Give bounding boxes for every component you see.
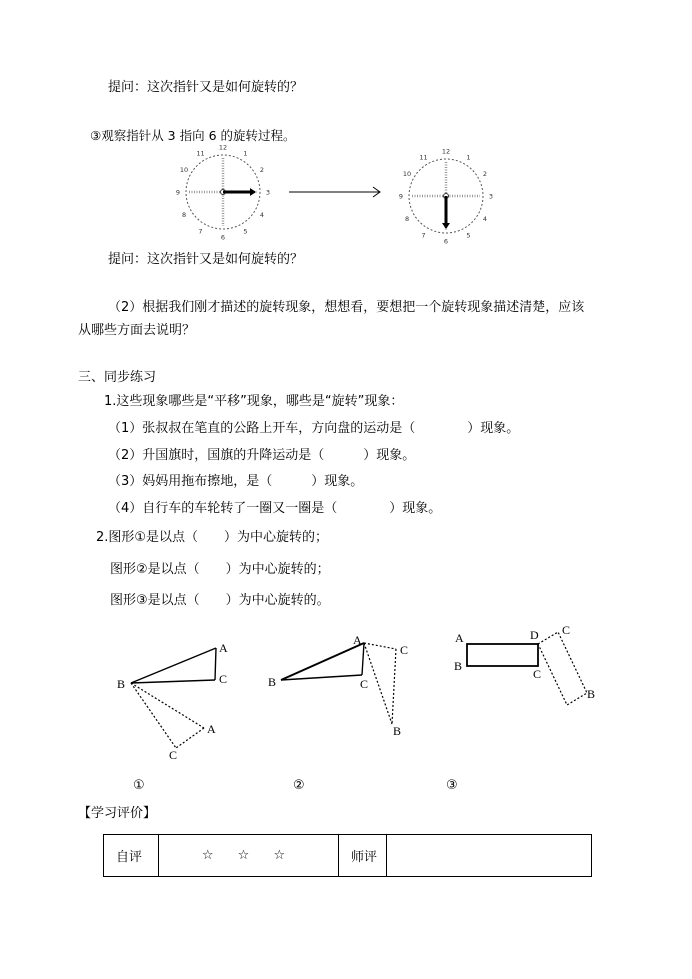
exercise1-item-2: （2）升国旗时，国旗的升降运动是（ ）现象。 (108, 448, 416, 463)
exercise2-item-2: 图形②是以点（ ）为中心旋转的； (110, 562, 330, 577)
clock-number: 12 (218, 143, 228, 152)
clock-number: 9 (175, 188, 181, 197)
figure-caption-2: ② (293, 778, 305, 793)
section-title-practice: 三、同步练习 (78, 370, 157, 385)
clock-number: 3 (265, 188, 271, 197)
fig3-label-b: B (454, 659, 463, 673)
clock-number: 8 (181, 211, 187, 219)
fig3-label-d: D (530, 628, 539, 642)
fig2-label-b1: B (268, 675, 277, 689)
fig1-label-c2: C (169, 748, 178, 762)
fig1-label-b: B (117, 677, 126, 691)
clock-number: 1 (243, 149, 248, 158)
clock-number: 3 (488, 192, 494, 201)
teacher-eval-field[interactable] (387, 835, 592, 877)
exercise1-item-1: （1）张叔叔在笔直的公路上开车，方向盘的运动是（ ）现象。 (108, 421, 520, 436)
fig2-label-b2: B (393, 724, 402, 738)
fig2-label-c2: C (400, 643, 409, 657)
exercise2-item-3: 图形③是以点（ ）为中心旋转的。 (110, 593, 330, 608)
fig3-label-c1: C (533, 667, 542, 681)
clock-number: 10 (179, 166, 189, 174)
clock-number: 5 (466, 231, 471, 240)
fig3-label-b2: B (587, 687, 596, 701)
star-rating[interactable]: ☆ ☆ ☆ (159, 835, 339, 877)
clock-number: 11 (196, 149, 205, 158)
clock-number: 8 (404, 215, 410, 223)
teacher-eval-label: 师评 (339, 835, 387, 877)
clock-number: 6 (443, 237, 449, 246)
fig1-label-c1: C (219, 672, 228, 686)
clock-number: 11 (419, 153, 428, 162)
item2-line1: （2）根据我们刚才描述的旋转现象，想想看，要想把一个旋转现象描述清楚，应该 (108, 300, 585, 315)
clock-number: 7 (421, 231, 426, 240)
evaluation-title: 【学习评价】 (78, 806, 157, 821)
clock-number: 12 (441, 147, 451, 156)
clock-number: 7 (198, 227, 203, 236)
exercise1-item-3: （3）妈妈用拖布擦地，是（ ）现象。 (108, 474, 364, 489)
question-text-1: 提问：这次指针又是如何旋转的？ (108, 80, 304, 95)
figure-caption-1: ① (133, 778, 145, 793)
clock-number: 2 (482, 170, 488, 178)
fig2-label-a: A (353, 633, 362, 647)
clock-number: 9 (398, 192, 404, 201)
clock-number: 5 (243, 227, 248, 236)
fig3-label-a: A (455, 631, 464, 645)
fig2-label-c1: C (360, 677, 369, 691)
evaluation-table (103, 834, 592, 877)
exercise2-item-1: 2.图形①是以点（ ）为中心旋转的； (96, 530, 329, 545)
exercise1-item-4: （4）自行车的车轮转了一圈又一圈是（ ）现象。 (108, 501, 442, 516)
question-text-2: 提问：这次指针又是如何旋转的？ (108, 252, 304, 267)
fig1-label-a2: A (207, 722, 216, 736)
exercise1-title: 1.这些现象哪些是“平移”现象，哪些是“旋转”现象： (104, 394, 404, 409)
clock-number: 10 (402, 170, 412, 178)
item2-line2: 从哪些方面去说明？ (78, 323, 196, 338)
clock-number: 6 (220, 233, 226, 242)
clock-number: 4 (259, 211, 265, 219)
fig1-label-a1: A (219, 641, 228, 655)
clock-number: 1 (466, 153, 471, 162)
clock-number: 2 (259, 166, 265, 174)
fig3-label-c2: C (562, 623, 571, 637)
self-eval-label: 自评 (104, 835, 159, 877)
observe-instruction: ③观察指针从 3 指向 6 的旋转过程。 (90, 128, 296, 143)
clock-number: 4 (482, 215, 488, 223)
figure-caption-3: ③ (446, 778, 458, 793)
